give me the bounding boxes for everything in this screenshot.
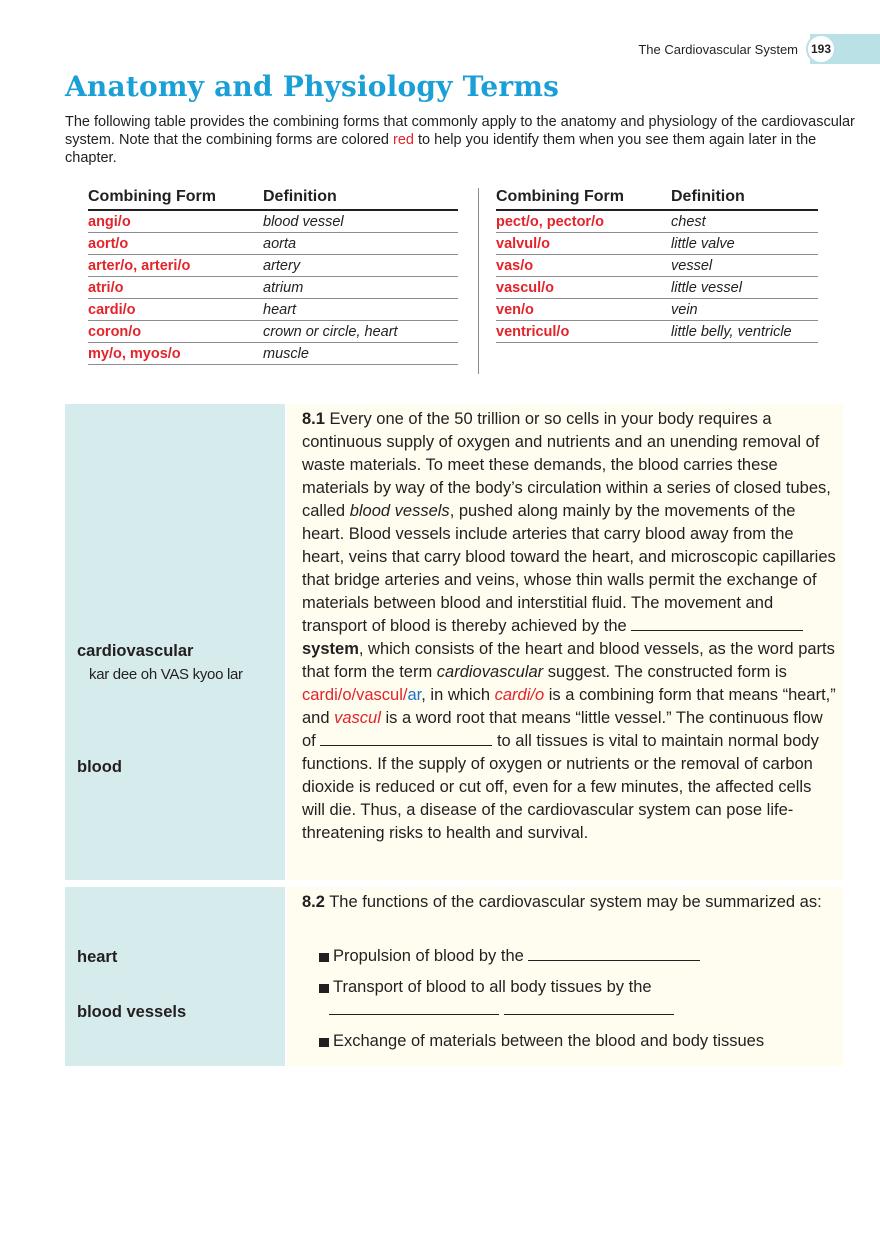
chapter-title: The Cardiovascular System (638, 42, 798, 57)
definition: little vessel (671, 277, 818, 299)
bullet-square-icon (319, 1038, 329, 1047)
combining-form: my/o, myos/o (88, 343, 263, 365)
definition: blood vessel (263, 210, 458, 233)
intro-paragraph (65, 113, 855, 167)
table-row (496, 277, 818, 299)
text-segment: is a combining form that means “heart,” and (302, 686, 836, 727)
definition: little belly, ventricle (671, 321, 818, 343)
table-row (88, 210, 458, 233)
table-row (496, 321, 818, 343)
table-row (88, 321, 458, 343)
table-row (496, 299, 818, 321)
blank-blood[interactable] (320, 730, 492, 746)
table-row (88, 277, 458, 299)
combining-form: valvul/o (496, 233, 671, 255)
bullet-square-icon (319, 953, 329, 962)
combining-form: atri/o (88, 277, 263, 299)
table-row (88, 233, 458, 255)
definition: crown or circle, heart (263, 321, 458, 343)
answer-column (65, 887, 285, 1066)
pronunciation: kar dee oh VAS kyoo lar (89, 666, 243, 683)
list-item (317, 1030, 827, 1053)
combining-form: coron/o (88, 321, 263, 343)
vascul-term: vascul (334, 709, 381, 727)
combining-form: cardi/o (88, 299, 263, 321)
table-row (88, 299, 458, 321)
definition: artery (263, 255, 458, 277)
text-segment: Every one of the 50 trillion or so cells in your body requires a continuous supply of oxygen and nutrients and an unending removal of waste materials. To meet these demands, the blood carries these materials by way of the body’s circulation within a series of closed tubes, called (302, 410, 831, 520)
table-divider (478, 188, 479, 374)
table-row (496, 255, 818, 277)
frame-text (302, 891, 837, 914)
answer-heart: heart (77, 948, 118, 966)
answer-cardiovascular: cardiovascular (77, 642, 194, 660)
terms-table-left (88, 186, 458, 365)
text-bold: system (302, 640, 359, 658)
table-row (496, 210, 818, 233)
blank-blood-vessels-2[interactable] (504, 999, 674, 1015)
page-number: 193 (806, 34, 836, 64)
combining-form: angi/o (88, 210, 263, 233)
definition: heart (263, 299, 458, 321)
text-segment: The functions of the cardiovascular system may be summarized as: (324, 893, 822, 911)
combining-form: pect/o, pector/o (496, 210, 671, 233)
table-row (496, 233, 818, 255)
list-item (317, 945, 827, 968)
answer-column (65, 404, 285, 880)
intro-red-word: red (393, 132, 414, 148)
bullet-text: Exchange of materials between the blood and body tissues (333, 1032, 765, 1050)
table-row (88, 255, 458, 277)
section-title: Anatomy and Physiology Terms (65, 70, 560, 103)
bullet-text: Transport of blood to all body tissues by the (333, 978, 652, 996)
frame-number: 8.2 (302, 893, 325, 911)
combining-form: vascul/o (496, 277, 671, 299)
blank-cardiovascular[interactable] (631, 615, 803, 631)
definition: chest (671, 210, 818, 233)
text-segment: , pushed along mainly by the movements of the heart. Blood vessels include arteries that carry blood away from the heart, veins that carry blood toward the heart, and microscopic capillaries that bridge arteries and veins, whose thin walls permit the exchange of materials between blood and interstitial fluid. The movement and transport of blood is thereby achieved by the (302, 502, 836, 635)
combining-form: aort/o (88, 233, 263, 255)
terms-table-right (496, 186, 818, 343)
bullet-square-icon (319, 984, 329, 993)
frame-8-2 (65, 887, 843, 1066)
definition: muscle (263, 343, 458, 365)
column-header-definition: Definition (263, 186, 458, 210)
combining-form: vas/o (496, 255, 671, 277)
frame-8-1 (65, 404, 843, 880)
definition: aorta (263, 233, 458, 255)
text-segment: to all tissues is vital to maintain normal body functions. If the supply of oxygen or nutrients or the removal of carbon dioxide is reduced or cut off, even for a few minutes, the affected cells will die. Thus, a disease of the cardiovascular system can pose life-threatening risks to health and survival. (302, 732, 819, 842)
text-segment: , in which (421, 686, 495, 704)
text-italic: blood vessels (349, 502, 450, 520)
definition: atrium (263, 277, 458, 299)
text-italic: cardiovascular (436, 663, 544, 681)
column-header-definition: Definition (671, 186, 818, 210)
cardio-term: cardi/o (494, 686, 545, 704)
frame-number: 8.1 (302, 410, 325, 428)
combining-form: ventricul/o (496, 321, 671, 343)
table-header-row (496, 186, 818, 210)
constructed-form-red: cardi/o/vascul/ (302, 686, 408, 704)
answer-blood: blood (77, 758, 122, 776)
text-segment: suggest. The constructed form is (543, 663, 787, 681)
combining-form: ven/o (496, 299, 671, 321)
definition: vessel (671, 255, 818, 277)
table-row (88, 343, 458, 365)
function-list (317, 945, 827, 1053)
table-header-row (88, 186, 458, 210)
list-item (317, 976, 827, 1022)
blank-blood-vessels-1[interactable] (329, 999, 499, 1015)
column-header-form: Combining Form (88, 186, 263, 210)
frame-text (302, 408, 837, 845)
text-segment: is a word root that means “little vessel.” The continuous flow of (302, 709, 823, 750)
blank-heart[interactable] (528, 945, 700, 961)
combining-form: arter/o, arteri/o (88, 255, 263, 277)
bullet-text: Propulsion of blood by the (333, 947, 529, 965)
intro-text-2: to help you identify them when you see them again later in the chapter. (65, 132, 817, 166)
definition: little valve (671, 233, 818, 255)
constructed-form-blue: ar (407, 686, 422, 704)
intro-text-1: The following table provides the combining forms that commonly apply to the anatomy and physiology of the cardiovascular system. Note that the combining forms are colored (65, 114, 855, 148)
answer-blood-vessels: blood vessels (77, 1003, 187, 1021)
column-header-form: Combining Form (496, 186, 671, 210)
definition: vein (671, 299, 818, 321)
running-header (560, 34, 880, 66)
text-segment: , which consists of the heart and blood vessels, as the word parts that form the term (302, 640, 835, 681)
